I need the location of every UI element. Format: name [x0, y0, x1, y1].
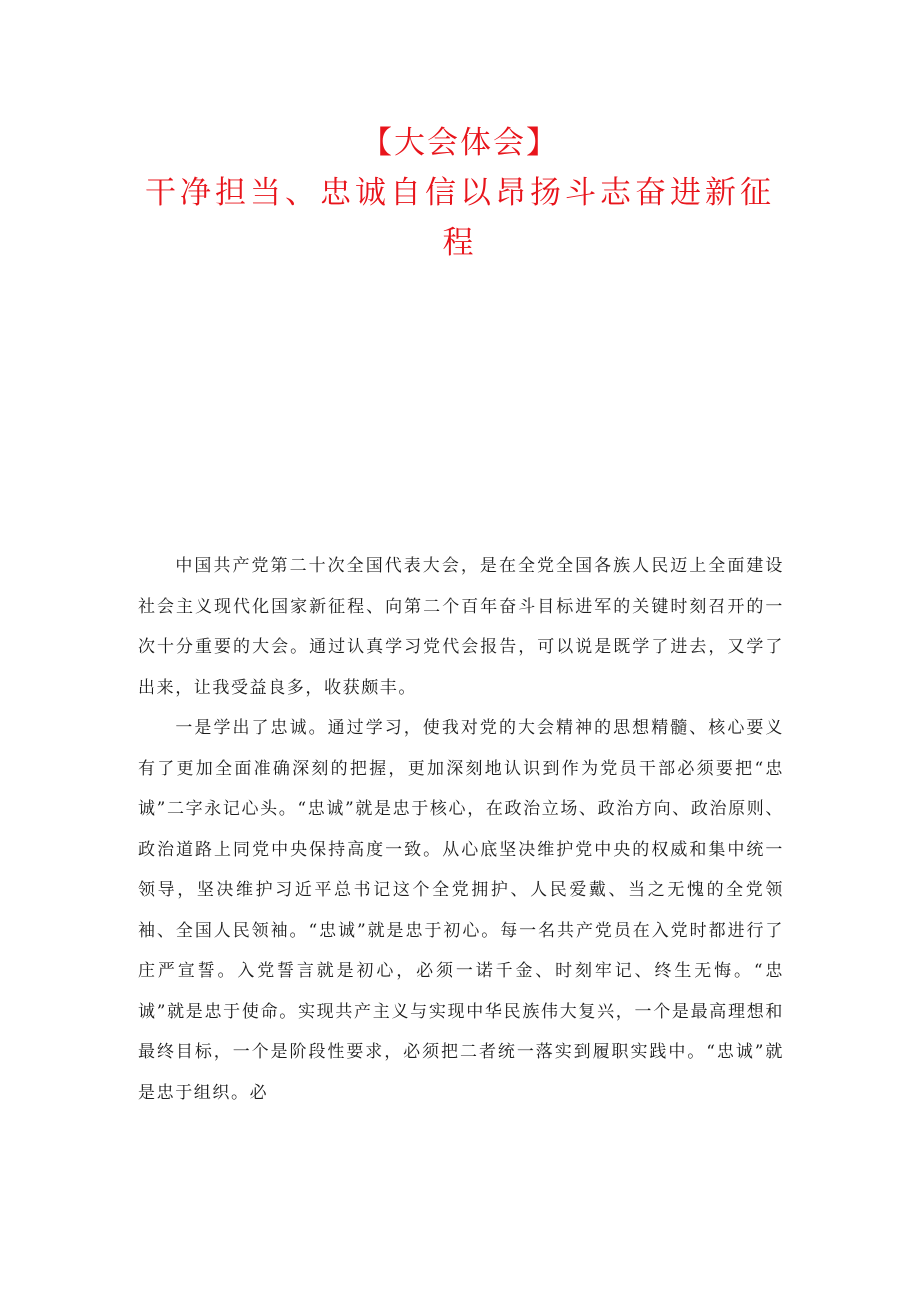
- paragraph-intro: 中国共产党第二十次全国代表大会，是在全党全国各族人民迈上全面建设社会主义现代化国家新征程、向第二个百年奋斗目标进军的关键时刻召开的一次十分重要的大会。通过认真学习党代会报告，可以说是既学了进去，又学了出来，让我受益良多，收获颇丰。: [138, 556, 784, 698]
- paragraph-loyalty: 一是学出了忠诚。通过学习，使我对党的大会精神的思想精髓、核心要义有了更加全面准确深刻的把握，更加深刻地认识到作为党员干部必须要把“忠诚”二字永记心头。“忠诚”就是忠于核心，在政治立场、政治方向、政治原则、政治道路上同党中央保持高度一致。从心底坚决维护党中央的权威和集中统一领导，坚决维护习近平总书记这个全党拥护、人民爱戴、当之无愧的全党领袖、全国人民领袖。“忠诚”就是忠于初心。每一名共产党员在入党时都进行了庄严宣誓。入党誓言就是初心，必须一诺千金、时刻牢记、终生无悔。“忠诚”就是忠于使命。实现共产主义与实现中华民族伟大复兴，一个是最高理想和最终目标，一个是阶段性要求，必须把二者统一落实到履职实践中。“忠诚”就是忠于组织。必: [138, 718, 784, 1103]
- document-body: [138, 546, 784, 1113]
- document-title: 【大会体会】: [361, 125, 559, 161]
- title-block: [130, 118, 790, 268]
- document-subtitle: 干净担当、忠诚自信以昂扬斗志奋进新征程: [145, 175, 775, 261]
